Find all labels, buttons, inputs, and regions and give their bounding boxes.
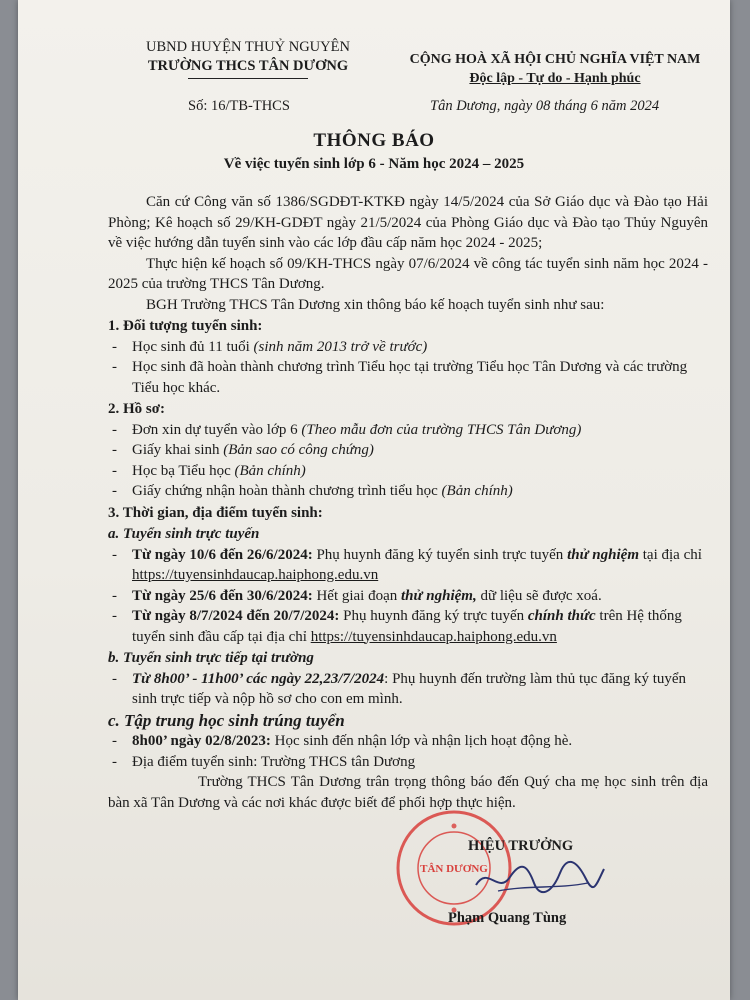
intro-paragraph-3: BGH Trường THCS Tân Dương xin thông báo kế hoạch tuyển sinh như sau: (146, 296, 605, 313)
section-3a-heading: a. Tuyển sinh trực tuyến (108, 526, 260, 542)
section-1-heading: 1. Đối tượng tuyển sinh: (108, 318, 263, 334)
stamp-text: TÂN DƯƠNG (420, 863, 488, 875)
section-3-heading: 3. Thời gian, địa điểm tuyển sinh: (108, 504, 323, 521)
list-item: - Giấy khai sinh (Bản sao có công chứng) (108, 440, 708, 461)
header-right (390, 50, 720, 88)
list-item: - Đơn xin dự tuyển vào lớp 6 (Theo mẫu đơn của trường THCS Tân Dương) (108, 420, 708, 441)
document-number: Số: 16/TB-THCS (188, 98, 290, 114)
document-body (108, 192, 708, 813)
section-3b-heading: b. Tuyển sinh trực tiếp tại trường (108, 650, 314, 666)
header-left (113, 38, 383, 79)
intro-paragraph-1: Căn cứ Công văn số 1386/SGDĐT-KTKĐ ngày 14/5/2024 của Sở Giáo dục và Đào tạo Hải Phòng; Kê hoạch số 29/KH-GDĐT ngày 21/5/2024 của Phòng Giáo dục và Đào tạo Thủy Nguyên về việc hướng dẫn tuyển sinh vào các lớp đầu cấp năm học 2024 - 2025; (108, 194, 708, 251)
list-item: - Từ ngày 8/7/2024 đến 20/7/2024: Phụ huynh đăng ký trực tuyến chính thức trên Hệ thống tuyển sinh đầu cấp tại địa chỉ https://tuyensinhdaucap.haiphong.edu.vn (108, 606, 708, 647)
list-item: - Từ ngày 10/6 đến 26/6/2024: Phụ huynh đăng ký tuyển sinh trực tuyến thử nghiệm tại địa chỉ https://tuyensinhdaucap.haiphong.edu.vn (108, 545, 708, 586)
list-item: - Học bạ Tiểu học (Bản chính) (108, 461, 708, 482)
handwritten-signature (468, 855, 608, 900)
list-item: - Học sinh đã hoàn thành chương trình Tiểu học tại trường Tiểu học Tân Dương và các trường Tiểu học khác. (108, 357, 708, 398)
country-name: CỘNG HOÀ XÃ HỘI CHỦ NGHĨA VIỆT NAM (409, 52, 701, 67)
document-subtitle: Về việc tuyển sinh lớp 6 - Năm học 2024 – 2025 (223, 156, 525, 172)
registration-link[interactable]: https://tuyensinhdaucap.haiphong.edu.vn (310, 628, 557, 645)
district-name: UBND HUYỆN THUỶ NGUYÊN (146, 39, 350, 55)
list-item: - Địa điểm tuyển sinh: Trường THCS tân Dương (108, 752, 708, 773)
signer-name: Phạm Quang Tùng (448, 910, 567, 926)
list-item: - Từ 8h00’ - 11h00’ các ngày 22,23/7/2024: Phụ huynh đến trường làm thủ tục đăng ký tuyển sinh trực tiếp và nộp hồ sơ cho con em mình. (108, 669, 708, 710)
section-2-heading: 2. Hồ sơ: (108, 401, 166, 417)
registration-link[interactable]: https://tuyensinhdaucap.haiphong.edu.vn (132, 567, 379, 583)
section-3c-heading: c. Tập trung học sinh trúng tuyển (108, 710, 345, 730)
header-underline (188, 78, 308, 79)
intro-paragraph-2: Thực hiện kế hoạch số 09/KH-THCS ngày 07/6/2024 về công tác tuyển sinh năm học 2024 - 2025 của trường THCS Tân Dương. (108, 255, 708, 292)
list-item: - Từ ngày 25/6 đến 30/6/2024: Hết giai đoạn thử nghiệm, dữ liệu sẽ được xoá. (108, 586, 708, 607)
document-title: THÔNG BÁO (313, 130, 435, 151)
signer-title: HIỆU TRƯỞNG (468, 838, 574, 854)
document-date: Tân Dương, ngày 08 tháng 6 năm 2024 (430, 98, 660, 114)
list-item: - 8h00’ ngày 02/8/2023: Học sinh đến nhận lớp và nhận lịch hoạt động hè. (108, 731, 708, 752)
list-item: - Giấy chứng nhận hoàn thành chương trình tiểu học (Bản chính) (108, 481, 708, 502)
national-motto: Độc lập - Tự do - Hạnh phúc (469, 71, 641, 86)
document-page (18, 0, 730, 1000)
closing-paragraph: Trường THCS Tân Dương trân trọng thông báo đến Quý cha mẹ học sinh trên địa bàn xã Tân Dương và các nơi khác được biết để phối hợp thực hiện. (108, 774, 708, 811)
list-item: - Học sinh đủ 11 tuổi (sinh năm 2013 trở về trước) (108, 337, 708, 358)
school-name: TRƯỜNG THCS TÂN DƯƠNG (147, 58, 349, 74)
